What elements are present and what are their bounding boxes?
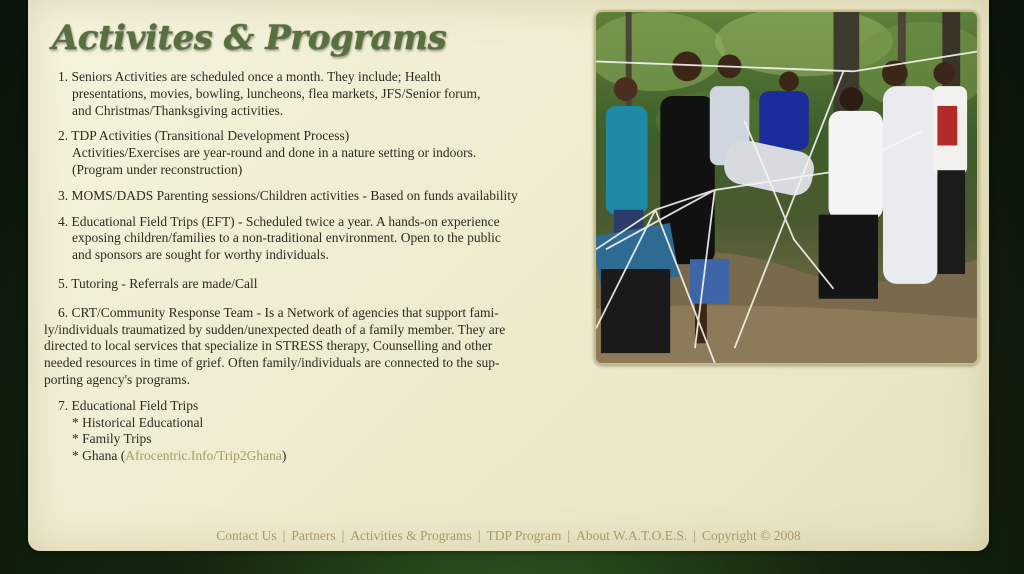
- footer-nav: [28, 528, 989, 544]
- item-text: 6. CRT/Community Response Team - Is a Network of agencies that support fami-: [58, 304, 499, 320]
- footer-separator: |: [282, 528, 286, 543]
- list-item: [58, 214, 538, 264]
- item-text: needed resources in time of grief. Often family/individuals are connected to the sup-: [44, 355, 500, 371]
- footer-link-tdp[interactable]: TDP Program: [486, 528, 562, 543]
- list-item: [58, 398, 538, 465]
- ghana-prefix: * Ghana (: [72, 448, 126, 464]
- item-text: and Christmas/Thanksgiving activities.: [72, 102, 284, 118]
- footer-separator: |: [693, 528, 696, 543]
- footer-link-about[interactable]: About W.A.T.O.E.S.: [576, 528, 688, 543]
- content-panel: [28, 0, 989, 551]
- list-item: [44, 304, 538, 389]
- item-text: 1. Seniors Activities are scheduled once a month. They include; Health: [58, 69, 441, 84]
- activities-list: [44, 69, 538, 474]
- item-text: presentations, movies, bowling, luncheons, flea markets, JFS/Senior forum,: [72, 85, 481, 101]
- item-text: ly/individuals traumatized by sudden/unexpected death of a family member. They are: [44, 321, 506, 337]
- ghana-suffix: ): [281, 448, 287, 464]
- item-text: 3. MOMS/DADS Parenting sessions/Children activities - Based on funds availability: [58, 187, 518, 203]
- item-text: (Program under reconstruction): [72, 161, 243, 177]
- page-title: Activites & Programs: [52, 18, 447, 58]
- item-text: directed to local services that specialize in STRESS therapy, Counselling and other: [44, 338, 493, 354]
- list-item: [58, 69, 538, 119]
- ghana-trip-link[interactable]: Afrocentric.Info/Trip2Ghana: [125, 448, 282, 464]
- footer-separator: |: [567, 528, 571, 543]
- item-text: 4. Educational Field Trips (EFT) - Scheduled twice a year. A hands-on experience: [58, 213, 500, 229]
- footer-link-activities[interactable]: Activities & Programs: [350, 528, 472, 543]
- item-text: Activities/Exercises are year-round and done in a nature setting or indoors.: [72, 145, 477, 161]
- item-text: and sponsors are sought for worthy individuals.: [72, 247, 329, 263]
- bullet-item: * Historical Educational: [72, 414, 204, 430]
- item-text: porting agency's programs.: [44, 371, 191, 387]
- item-heading: 7. Educational Field Trips: [58, 397, 199, 413]
- list-item: [58, 188, 538, 205]
- footer-link-partners[interactable]: Partners: [291, 528, 336, 543]
- group-photo: [594, 10, 979, 365]
- item-text: exposing children/families to a non-traditional environment. Open to the public: [72, 230, 501, 246]
- bullet-item-ghana: [58, 448, 538, 465]
- item-text: 5. Tutoring - Referrals are made/Call: [58, 275, 258, 291]
- footer-separator: |: [477, 528, 481, 543]
- list-item: [58, 128, 538, 178]
- footer-link-contact[interactable]: Contact Us: [216, 528, 277, 543]
- footer-copyright: Copyright © 2008: [701, 528, 801, 543]
- forest-photo-illustration: [596, 12, 977, 363]
- list-item: [58, 276, 538, 293]
- item-text: 2. TDP Activities (Transitional Development Process): [58, 128, 350, 144]
- footer-separator: |: [341, 528, 345, 543]
- bullet-item: * Family Trips: [72, 431, 152, 447]
